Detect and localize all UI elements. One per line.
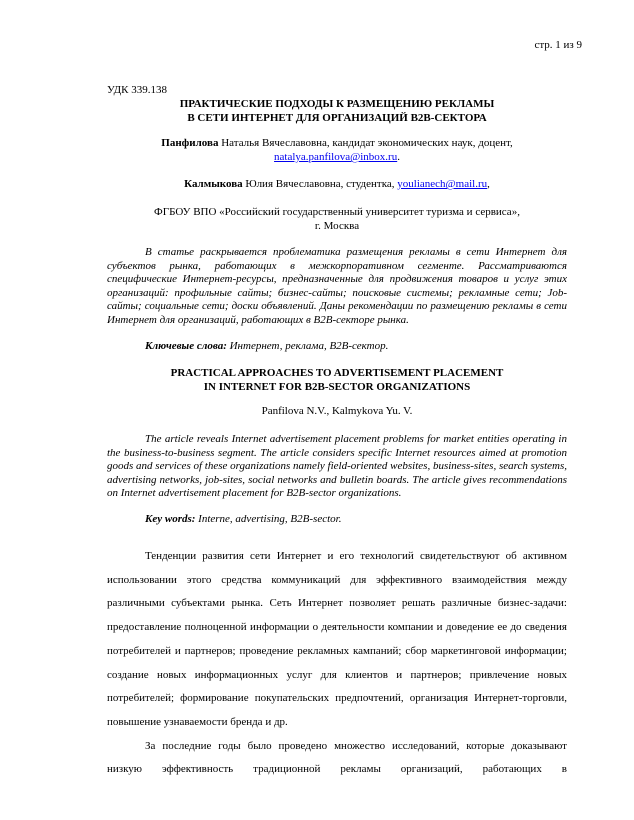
title-ru-line-2: В СЕТИ ИНТЕРНЕТ ДЛЯ ОРГАНИЗАЦИЙ B2B-СЕКТОРА <box>187 112 487 124</box>
body-paragraph-2-line-2: низкую эффективность традиционной рекламы организаций, работающих в <box>107 763 567 776</box>
author2-details: Юлия Вячеславовна, студентка, <box>242 178 398 190</box>
author2-email-suffix: , <box>487 178 490 190</box>
title-en-line-1: PRACTICAL APPROACHES TO ADVERTISEMENT PLACEMENT <box>170 367 504 379</box>
author1-details: Наталья Вячеславовна, кандидат экономических наук, доцент, <box>218 137 513 149</box>
author-kalmykova <box>107 178 567 190</box>
author2-surname: Калмыкова <box>184 178 243 190</box>
keywords-en-label: Key words: <box>145 513 196 525</box>
author-panfilova <box>107 136 567 164</box>
organization-city: г. Москва <box>314 220 360 232</box>
title-english <box>107 366 567 394</box>
title-ru-line-1: ПРАКТИЧЕСКИЕ ПОДХОДЫ К РАЗМЕЩЕНИЮ РЕКЛАМЫ <box>179 98 495 110</box>
author1-surname: Панфилова <box>161 137 219 149</box>
title-en-line-2: IN INTERNET FOR B2B-SECTOR ORGANIZATIONS <box>203 381 471 393</box>
keywords-russian <box>145 340 388 352</box>
author2-email-link[interactable]: youlianech@mail.ru <box>397 178 488 190</box>
body-paragraph-2-line-1: За последние годы было проведено множество исследований, которые доказывают <box>145 739 567 752</box>
author1-email-suffix: . <box>397 151 400 163</box>
abstract-russian: В статье раскрывается проблематика размещения рекламы в сети Интернет для субъектов рынка, работающих в межкорпоративном сегменте. Рассматриваются специфические Интернет-ресурсы, предназначенные для продвижения товаров и услуг этих организаций: профильные сайты; бизнес-сайты; поисковые системы; рекламные сети; Job-сайты; социальные сети; доски объявлений. Даны рекомендации по размещению рекламы в сети Интернет для организаций, работающих в B2B-секторе рынка. <box>107 246 567 326</box>
author1-email-link[interactable]: natalya.panfilova@inbox.ru <box>274 151 398 163</box>
body-paragraph-1: Тенденции развития сети Интернет и его технологий свидетельствуют об активном использовании этого средства коммуникаций для эффективного взаимодействия между различными субъектами рынка. Сеть Интернет позволяет решать различные бизнес-задачи: предоставление полноценной информации о деятельности компании и доведение ее до сведения потребителей и партнеров; проведение рекламных кампаний; сбор маркетинговой информации; создание новых информационных услуг для клиентов и партнеров; привлечение новых потребителей; формирование покупательских предпочтений, организация Интернет-торговли, повышение узнаваемости бренда и др. <box>107 550 567 728</box>
organization-name: ФГБОУ ВПО «Российский государственный университет туризма и сервиса», <box>154 206 520 218</box>
keywords-english <box>145 513 341 525</box>
keywords-ru-value: Интернет, реклама, B2B-сектор. <box>226 340 389 352</box>
abstract-english: The article reveals Internet advertisement placement problems for market entities operating in the business-to-business segment. The article considers specific Internet resources aimed at promotion goods and services of these organizations namely field-oriented websites, business-sites, search systems, advertising networks, job-sites, social networks and bulletin boards. The article gives recommendations on Internet advertisement placement for B2B-sector organizations. <box>107 433 567 500</box>
keywords-en-value: Interne, advertising, B2B-sector. <box>195 513 342 525</box>
body-text <box>107 545 567 782</box>
keywords-ru-label: Ключевые слова: <box>145 340 227 352</box>
title-russian <box>107 97 567 125</box>
page-number: стр. 1 из 9 <box>534 39 582 51</box>
authors-english: Panfilova N.V., Kalmykova Yu. V. <box>261 405 413 417</box>
udk-code: УДК 339.138 <box>107 84 168 96</box>
organization <box>107 205 567 233</box>
